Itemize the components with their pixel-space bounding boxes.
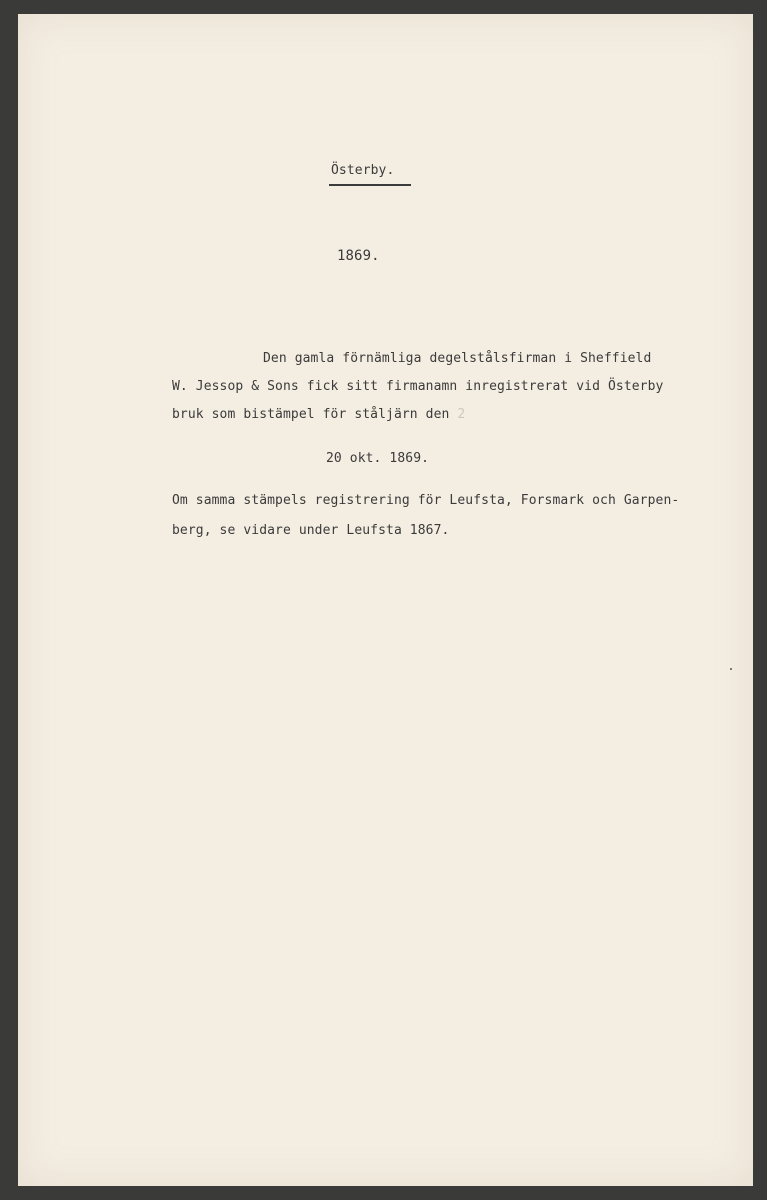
paragraph2-line1: Om samma stämpels registrering för Leufsta, Forsmark och Garpen- [172, 493, 680, 508]
paragraph1-line1: Den gamla förnämliga degelstålsfirman i Sheffield [263, 351, 652, 366]
paragraph1-line3-faint-mark: 2 [457, 407, 466, 422]
date-line: 20 okt. 1869. [326, 451, 430, 466]
paragraph1-line3-text: bruk som bistämpel för ståljärn den [172, 407, 450, 422]
paper-speck [730, 668, 732, 670]
paragraph1-line2: W. Jessop & Sons fick sitt firmanamn inregistrerat vid Österby [172, 379, 664, 394]
paragraph1-line3 [172, 407, 465, 422]
document-page [18, 14, 753, 1186]
document-heading: Österby. [331, 163, 395, 178]
heading-underline [329, 184, 411, 186]
paragraph2-line2: berg, se vidare under Leufsta 1867. [172, 523, 450, 538]
document-year: 1869. [337, 248, 380, 264]
